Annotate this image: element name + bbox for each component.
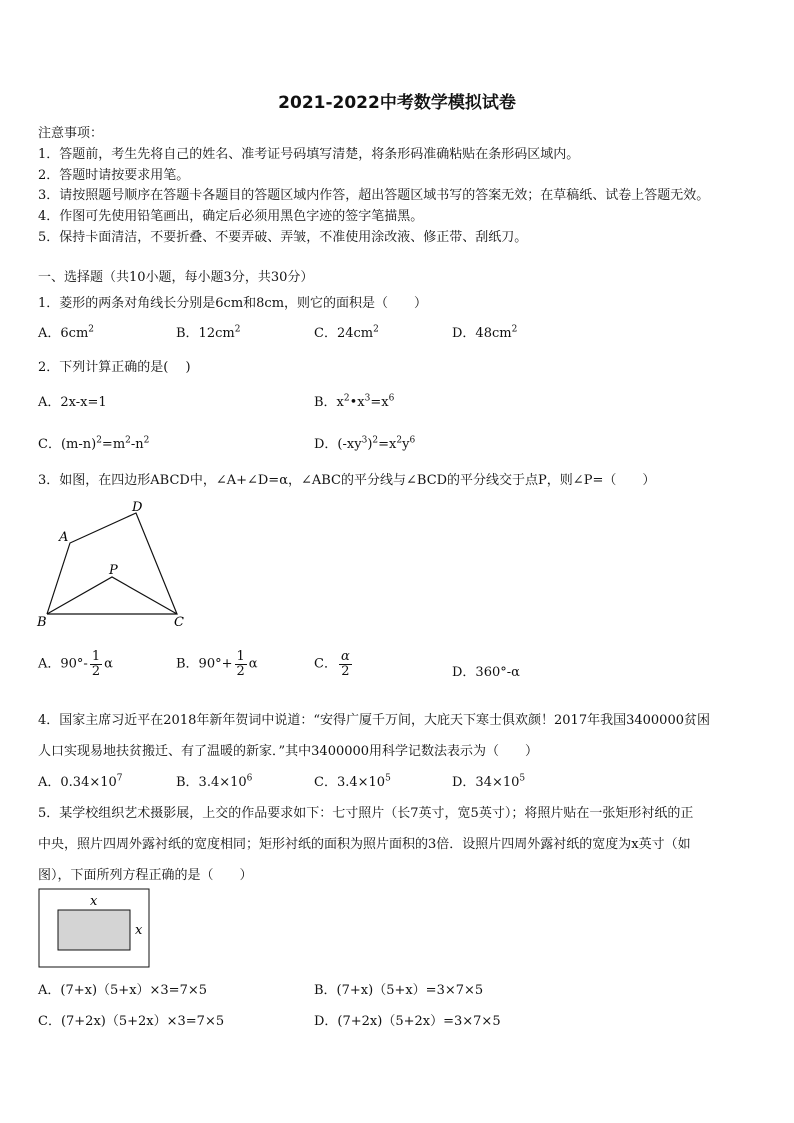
q1-exp: 2 xyxy=(511,324,518,335)
q5-stem-line2: 中央，照片四周外露衬纸的宽度相同；矩形衬纸的面积为照片面积的3倍．设照片四周外露衬纸的宽度为x英寸（如 xyxy=(38,837,691,852)
q2-d-part: y xyxy=(402,437,410,452)
q2-d-part: D．(-xy xyxy=(314,437,362,452)
q3-option-c-text: C． xyxy=(314,656,337,672)
frac-num: 1 xyxy=(236,649,245,664)
note-item-5: 5．保持卡面清洁，不要折叠、不要弄破、弄皱，不准使用涂改液、修正带、刮纸刀。 xyxy=(38,230,528,245)
q4-option-c-text: C．3.4×10 xyxy=(314,775,386,790)
q2-d-exp: 2 xyxy=(372,435,379,446)
q1-option-c[interactable] xyxy=(314,322,379,341)
q3-option-d[interactable] xyxy=(452,661,520,680)
bisector-lines xyxy=(47,577,177,614)
q2-d-part: =x xyxy=(378,437,397,452)
q2-option-c[interactable] xyxy=(38,433,149,452)
q5-stem-line1: 5．某学校组织艺术摄影展，上交的作品要求如下：七寸照片（长7英寸，宽5英寸）；将照片贴在一张矩形衬纸的正 xyxy=(38,806,694,821)
alpha: α xyxy=(248,656,258,672)
q2-option-b[interactable] xyxy=(314,391,394,410)
q5-option-d-text: D．(7+2x)（5+2x）=3×7×5 xyxy=(314,1014,501,1029)
alpha: α xyxy=(104,656,113,672)
note-item-3: 3．请按照题号顺序在答题卡各题目的答题区域内作答，超出答题区域书写的答案无效；在草稿纸、试卷上答题无效。 xyxy=(38,188,710,203)
q2-option-d[interactable] xyxy=(314,433,415,452)
q1-exp: 2 xyxy=(373,324,379,335)
note-item-4: 4．作图可先使用铅笔画出，确定后必须用黑色字迹的签字笔描黑。 xyxy=(38,209,424,224)
notes-heading: 注意事项： xyxy=(38,126,104,141)
fraction-half xyxy=(90,650,102,678)
q3-option-b[interactable] xyxy=(176,650,258,678)
q4-a-exp: 7 xyxy=(116,773,123,784)
q2-c-part: C．(m-n) xyxy=(38,437,97,452)
q1-option-a[interactable] xyxy=(38,322,94,341)
q2-c-part: -n xyxy=(130,437,144,452)
q1-option-d[interactable] xyxy=(452,322,517,341)
q2-b-part: =x xyxy=(370,395,389,410)
fraction-half xyxy=(235,650,247,678)
q5-photo-mat-figure xyxy=(38,888,152,970)
q1-option-d-text: D．48cm xyxy=(452,326,512,341)
frac-den: 2 xyxy=(236,663,245,679)
frac-den: 2 xyxy=(341,663,350,679)
q3-stem: 3．如图，在四边形ABCD中，∠A+∠D=α，∠ABC的平分线与∠BCD的平分线交于点P，则∠P=（ ） xyxy=(38,473,656,488)
q2-option-a-text: A．2x-x=1 xyxy=(38,395,107,410)
label-a: A xyxy=(59,530,69,545)
q4-option-d[interactable] xyxy=(452,771,525,790)
q4-option-a[interactable] xyxy=(38,771,123,790)
q5-option-a-text: A．(7+x)（5+x）×3=7×5 xyxy=(38,983,208,998)
q1-exp: 2 xyxy=(88,324,95,335)
q5-option-d[interactable] xyxy=(314,1010,501,1029)
label-b: B xyxy=(37,615,47,630)
q4-stem-line1: 4．国家主席习近平在2018年新年贺词中说道：“安得广厦千万间，大庇天下寒士俱欢颜！2017年我国3400000贫困 xyxy=(38,713,710,728)
q2-c-exp: 2 xyxy=(125,435,131,446)
q4-stem-line2: 人口实现易地扶贫搬迁、有了温暖的新家．”其中3400000用科学记数法表示为（ ） xyxy=(38,744,539,759)
label-x-right: x xyxy=(135,923,143,938)
q3-quadrilateral-figure xyxy=(30,495,200,635)
q4-c-exp: 5 xyxy=(385,773,391,784)
q2-d-exp: 6 xyxy=(409,435,416,446)
q2-stem: 2．下列计算正确的是( ) xyxy=(38,360,191,375)
label-p: P xyxy=(109,563,118,578)
q4-option-b[interactable] xyxy=(176,771,252,790)
q4-option-a-text: A．0.34×10 xyxy=(38,775,117,790)
q2-b-exp: 2 xyxy=(343,393,350,404)
q4-b-exp: 6 xyxy=(246,773,253,784)
q4-option-c[interactable] xyxy=(314,771,391,790)
q1-option-b-text: B．12cm xyxy=(176,326,235,341)
q5-option-c[interactable] xyxy=(38,1010,224,1029)
q2-b-part: B．x xyxy=(314,395,344,410)
q2-b-exp: 6 xyxy=(388,393,395,404)
note-item-1: 1．答题前，考生先将自己的姓名、准考证号码填写清楚，将条形码准确粘贴在条形码区域内。 xyxy=(38,147,580,162)
frac-num: 1 xyxy=(91,649,101,664)
q3-option-b-text: B．90°+ xyxy=(176,656,233,672)
page-title: 2021-2022中考数学模拟试卷 xyxy=(278,93,516,113)
q5-option-b[interactable] xyxy=(314,979,483,998)
frac-num: α xyxy=(340,649,350,664)
q1-stem: 1．菱形的两条对角线长分别是6cm和8cm，则它的面积是（ ） xyxy=(38,296,428,311)
q4-d-exp: 5 xyxy=(519,773,526,784)
q5-stem-line3: 图），下面所列方程正确的是（ ） xyxy=(38,868,253,883)
q3-option-d-text: D．360°-α xyxy=(452,665,520,680)
q1-option-c-text: C．24cm xyxy=(314,326,374,341)
q3-option-a[interactable] xyxy=(38,650,113,678)
q2-d-part: ) xyxy=(367,437,373,452)
section-heading: 一、选择题（共10小题，每小题3分，共30分） xyxy=(38,270,314,285)
fraction-alpha-half xyxy=(339,650,352,678)
q2-option-a[interactable] xyxy=(38,391,107,410)
q2-b-part: •x xyxy=(349,395,365,410)
q3-option-c[interactable] xyxy=(314,650,354,678)
q1-exp: 2 xyxy=(234,324,241,335)
photo-inner-rect xyxy=(58,910,130,950)
label-d: D xyxy=(132,500,143,515)
q5-option-a[interactable] xyxy=(38,979,207,998)
frac-den: 2 xyxy=(91,663,101,679)
q2-b-exp: 3 xyxy=(364,393,371,404)
q2-c-exp: 2 xyxy=(96,435,102,446)
label-c: C xyxy=(174,615,184,630)
q2-c-exp: 2 xyxy=(143,435,150,446)
q1-option-a-text: A．6cm xyxy=(38,326,89,341)
q1-option-b[interactable] xyxy=(176,322,240,341)
q2-d-exp: 2 xyxy=(396,435,403,446)
q4-option-d-text: D．34×10 xyxy=(452,775,520,790)
q4-option-b-text: B．3.4×10 xyxy=(176,775,247,790)
q5-option-c-text: C．(7+2x)（5+2x）×3=7×5 xyxy=(38,1014,225,1029)
note-item-2: 2．答题时请按要求用笔。 xyxy=(38,168,190,183)
q5-option-b-text: B．(7+x)（5+x）=3×7×5 xyxy=(314,983,484,998)
q2-d-exp: 3 xyxy=(361,435,368,446)
label-x-top: x xyxy=(90,894,98,909)
q2-c-part: =m xyxy=(101,437,126,452)
q3-option-a-text: A．90°- xyxy=(38,656,88,672)
